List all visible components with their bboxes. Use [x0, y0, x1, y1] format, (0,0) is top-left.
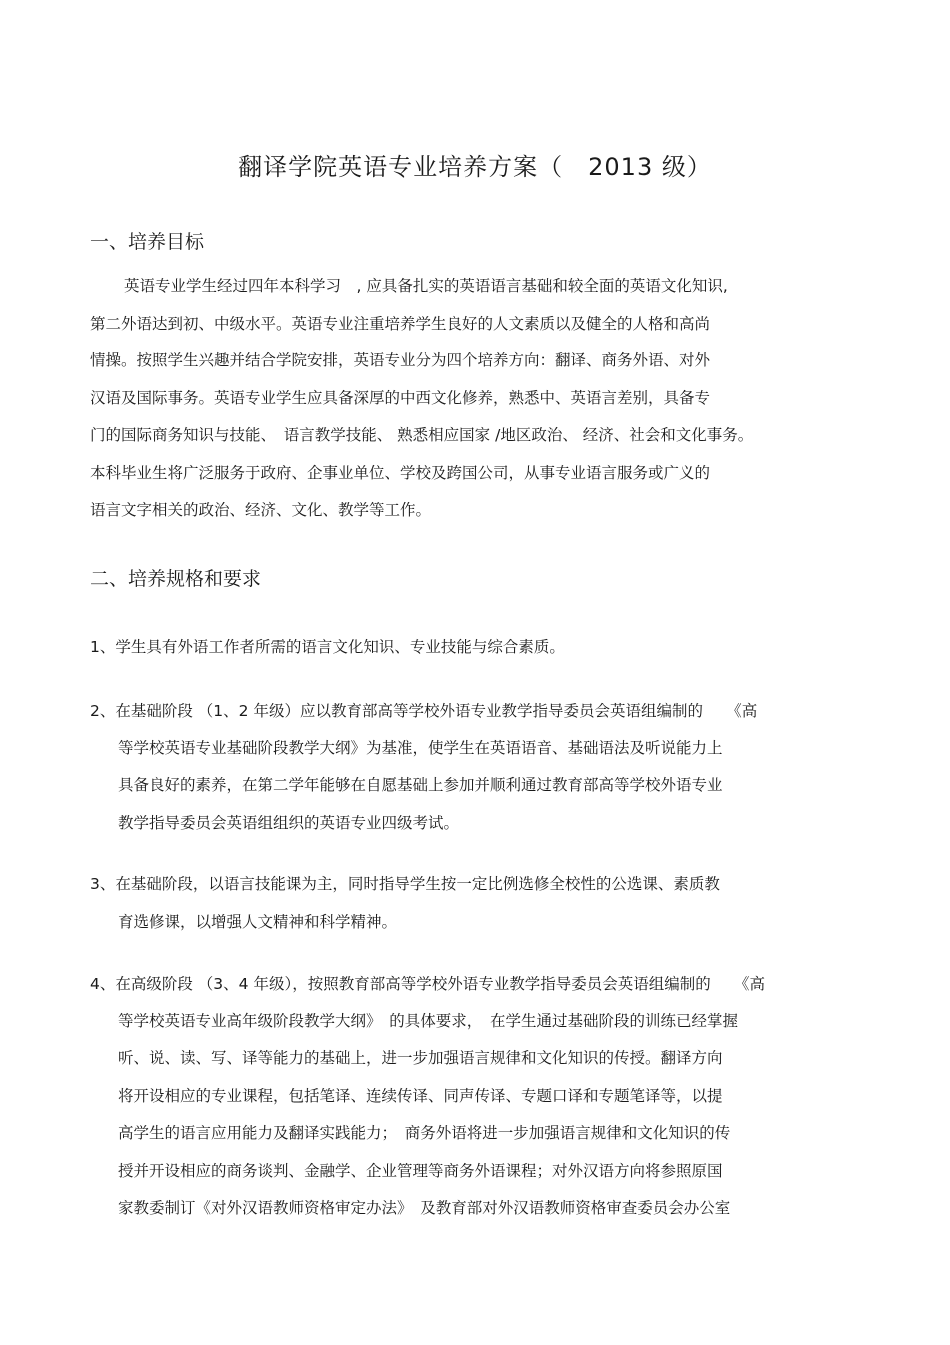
list-item-4-line: 将开设相应的专业课程，包括笔译、连续传译、同声传译、专题口译和专题笔译等，以提: [118, 1087, 723, 1105]
list-item-2-line: 等学校英语专业基础阶段教学大纲》为基准，使学生在英语语音、基础语法及听说能力上: [118, 739, 723, 757]
list-item-4-line: 授并开设相应的商务谈判、金融学、企业管理等商务外语课程；对外汉语方向将参照原国: [118, 1162, 723, 1180]
list-item-1-line: 1、学生具有外语工作者所需的语言文化知识、专业技能与综合素质。: [90, 638, 565, 656]
paragraph-line: 汉语及国际事务。英语专业学生应具备深厚的中西文化修养，熟悉中、英语言差别，具备专: [90, 389, 711, 407]
paragraph-line: 语言文字相关的政治、经济、文化、教学等工作。: [90, 501, 432, 519]
section-heading-objectives: 一、培养目标: [90, 231, 205, 253]
list-item-4-line: 听、说、读、写、译等能力的基础上，进一步加强语言规律和文化知识的传授。翻译方向: [118, 1049, 723, 1067]
list-item-4-line: 高学生的语言应用能力及翻译实践能力； 商务外语将进一步加强语言规律和文化知识的传: [118, 1124, 731, 1142]
paragraph-line: 情操。按照学生兴趣并结合学院安排，英语专业分为四个培养方向：翻译、商务外语、对外: [90, 351, 711, 369]
list-item-4-line: 家教委制订《对外汉语教师资格审定办法》 及教育部对外汉语教师资格审查委员会办公室: [118, 1199, 731, 1217]
list-item-4-line: 等学校英语专业高年级阶段教学大纲》 的具体要求， 在学生通过基础阶段的训练已经掌握: [118, 1012, 739, 1030]
list-item-4-line: 4、在高级阶段 （3、4 年级），按照教育部高等学校外语专业教学指导委员会英语组编制的 《高: [90, 975, 765, 993]
paragraph-line: 门的国际商务知识与技能、 语言教学技能、 熟悉相应国家 /地区政治、 经济、社会和文化事务。: [90, 426, 754, 444]
paragraph-line: 英语专业学生经过四年本科学习 , 应具备扎实的英语语言基础和较全面的英语文化知识,: [124, 277, 728, 295]
list-item-2-line: 教学指导委员会英语组组织的英语专业四级考试。: [118, 814, 460, 832]
list-item-2-line: 2、在基础阶段 （1、2 年级）应以教育部高等学校外语专业教学指导委员会英语组编制的 《高: [90, 702, 758, 720]
list-item-3-line: 3、在基础阶段，以语言技能课为主，同时指导学生按一定比例选修全校性的公选课、素质教: [90, 875, 720, 893]
list-item-3-line: 育选修课，以增强人文精神和科学精神。: [118, 913, 398, 931]
section-heading-requirements: 二、培养规格和要求: [90, 568, 262, 590]
page-title: 翻译学院英语专业培养方案（ 2013 级）: [238, 153, 712, 181]
paragraph-line: 本科毕业生将广泛服务于政府、企事业单位、学校及跨国公司，从事专业语言服务或广义的: [90, 464, 711, 482]
list-item-2-line: 具备良好的素养，在第二学年能够在自愿基础上参加并顺利通过教育部高等学校外语专业: [118, 776, 723, 794]
paragraph-line: 第二外语达到初、中级水平。英语专业注重培养学生良好的人文素质以及健全的人格和高尚: [90, 315, 711, 333]
